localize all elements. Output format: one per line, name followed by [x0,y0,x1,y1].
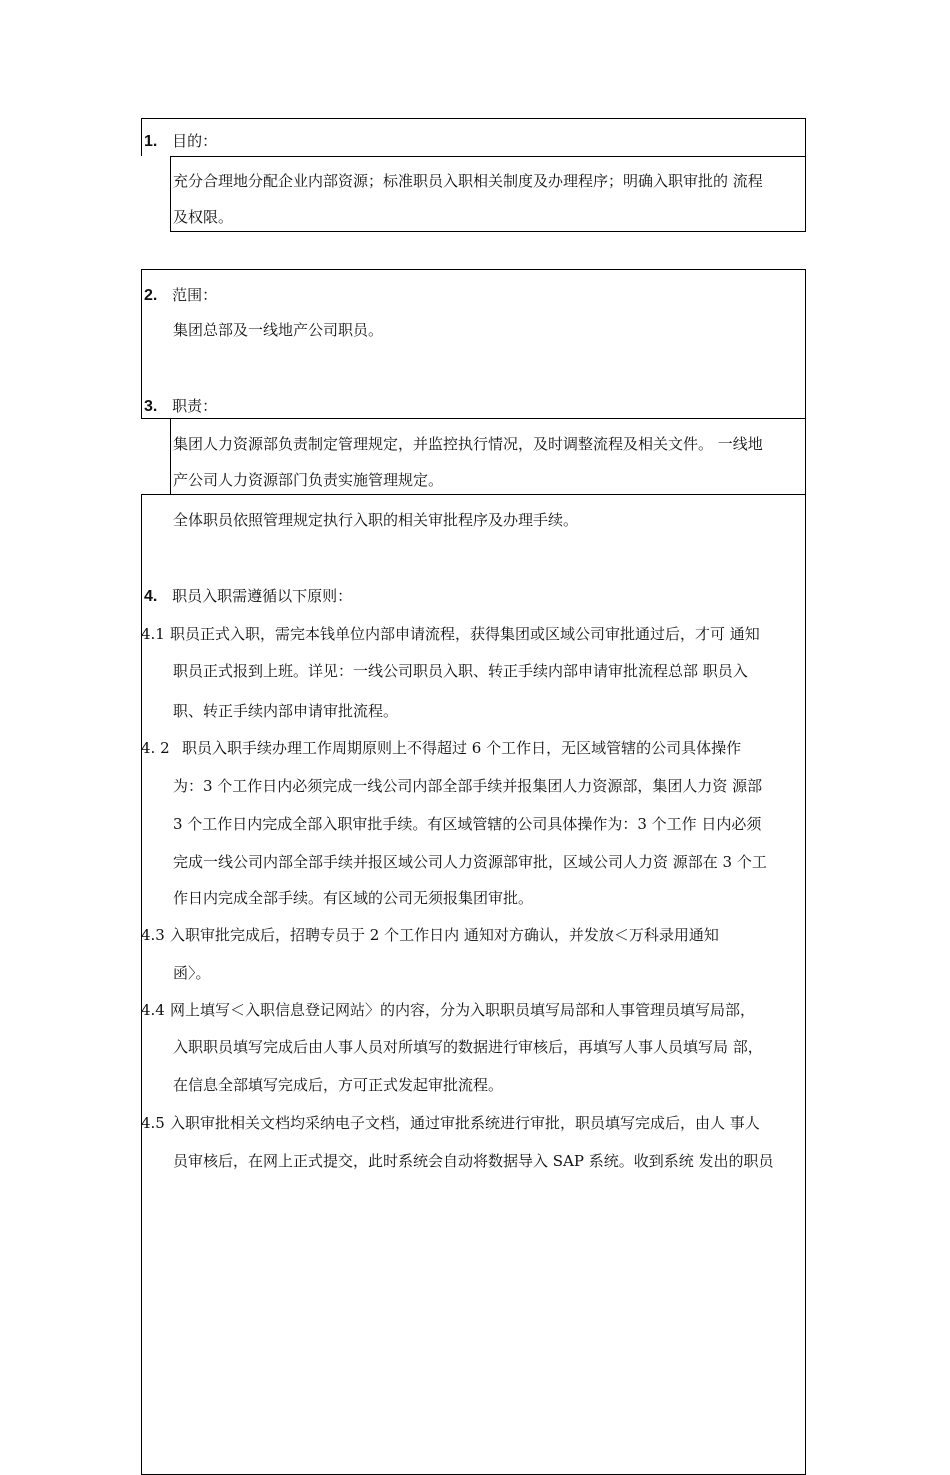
section-number: 4. [144,588,158,605]
paragraph-line: 集团总部及一线地产公司职员。 [173,321,384,339]
clause-label: 4.3 [141,926,165,944]
table-border [170,231,806,232]
clause-label: 4. 2 [141,739,170,757]
clause-label: 4.4 [141,1001,165,1019]
clause-line: 入职职员填写完成后由人事人员对所填写的数据进行审核后，再填写人事人员填写局 部， [173,1038,763,1056]
paragraph-line: 充分合理地分配企业内部资源；标准职员入职相关制度及办理程序；明确入职审批的 流程 [173,172,763,190]
clause-line: 入职审批相关文档均采纳电子文档，通过审批系统进行审批，职员填写完成后，由人 事人 [170,1114,760,1132]
section-number: 3. [144,398,158,415]
section-3-heading [144,396,217,417]
clause-line: 3 个工作日内完成全部入职审批手续。有区域管辖的公司具体操作为：3 个工作 日内必须 [173,815,762,833]
table-border [141,118,142,156]
clause-line: 为：3 个工作日内必须完成一线公司内部全部手续并报集团人力资源部，集团人力资 源部 [173,777,763,795]
table-border [141,494,806,495]
clause-label: 4.5 [141,1114,165,1132]
section-2-heading [144,285,217,306]
paragraph-line: 全体职员依照管理规定执行入职的相关审批程序及办理手续。 [173,511,579,529]
table-border [170,418,171,495]
clause-line: 在信息全部填写完成后，方可正式发起审批流程。 [173,1076,504,1094]
section-1-heading [144,131,217,152]
clause-line: 职、转正手续内部申请审批流程。 [173,702,399,720]
clause-line: 员审核后，在网上正式提交，此时系统会自动将数据导入 SAP 系统。收到系统 发出的职员 [173,1152,774,1170]
section-title: 职员入职需遵循以下原则： [172,587,353,605]
table-border [170,156,171,232]
table-border [141,269,142,419]
clause-line: 完成一线公司内部全部手续并报区域公司人力资源部审批，区域公司人力资 源部在 3 个工 [173,853,767,871]
section-4-heading [144,586,352,607]
clause-line: 网上填写＜入职信息登记网站〉的内容，分为入职职员填写局部和人事管理员填写局部， [170,1001,756,1019]
table-border [141,418,806,419]
clause-line: 职员正式报到上班。详见：一线公司职员入职、转正手续内部申请审批流程总部 职员入 [173,662,748,680]
clause-line: 函〉。 [173,964,211,982]
section-title: 职责： [172,397,218,415]
table-border [805,118,806,232]
clause-label: 4.1 [141,625,165,643]
paragraph-line: 产公司人力资源部门负责实施管理规定。 [173,471,444,489]
section-title: 范围： [172,286,218,304]
paragraph-line: 及权限。 [173,208,234,226]
table-border [170,156,806,157]
table-border [141,269,806,270]
section-number: 2. [144,287,158,304]
clause-line: 职员正式入职，需完本钱单位内部申请流程，获得集团或区域公司审批通过后，才可 通知 [170,625,760,643]
paragraph-line: 集团人力资源部负责制定管理规定，并监控执行情况，及时调整流程及相关文件。 一线地 [173,435,763,453]
clause-line: 职员入职手续办理工作周期原则上不得超过 6 个工作日，无区域管辖的公司具体操作 [182,739,742,757]
table-border [141,118,806,119]
clause-line: 入职审批完成后，招聘专员于 2 个工作日内 通知对方确认，并发放＜万科录用通知 [170,926,719,944]
section-title: 目的： [172,132,218,150]
section-number: 1. [144,133,158,150]
table-border [805,269,806,1475]
clause-line: 作日内完成全部手续。有区域的公司无须报集团审批。 [173,889,534,907]
